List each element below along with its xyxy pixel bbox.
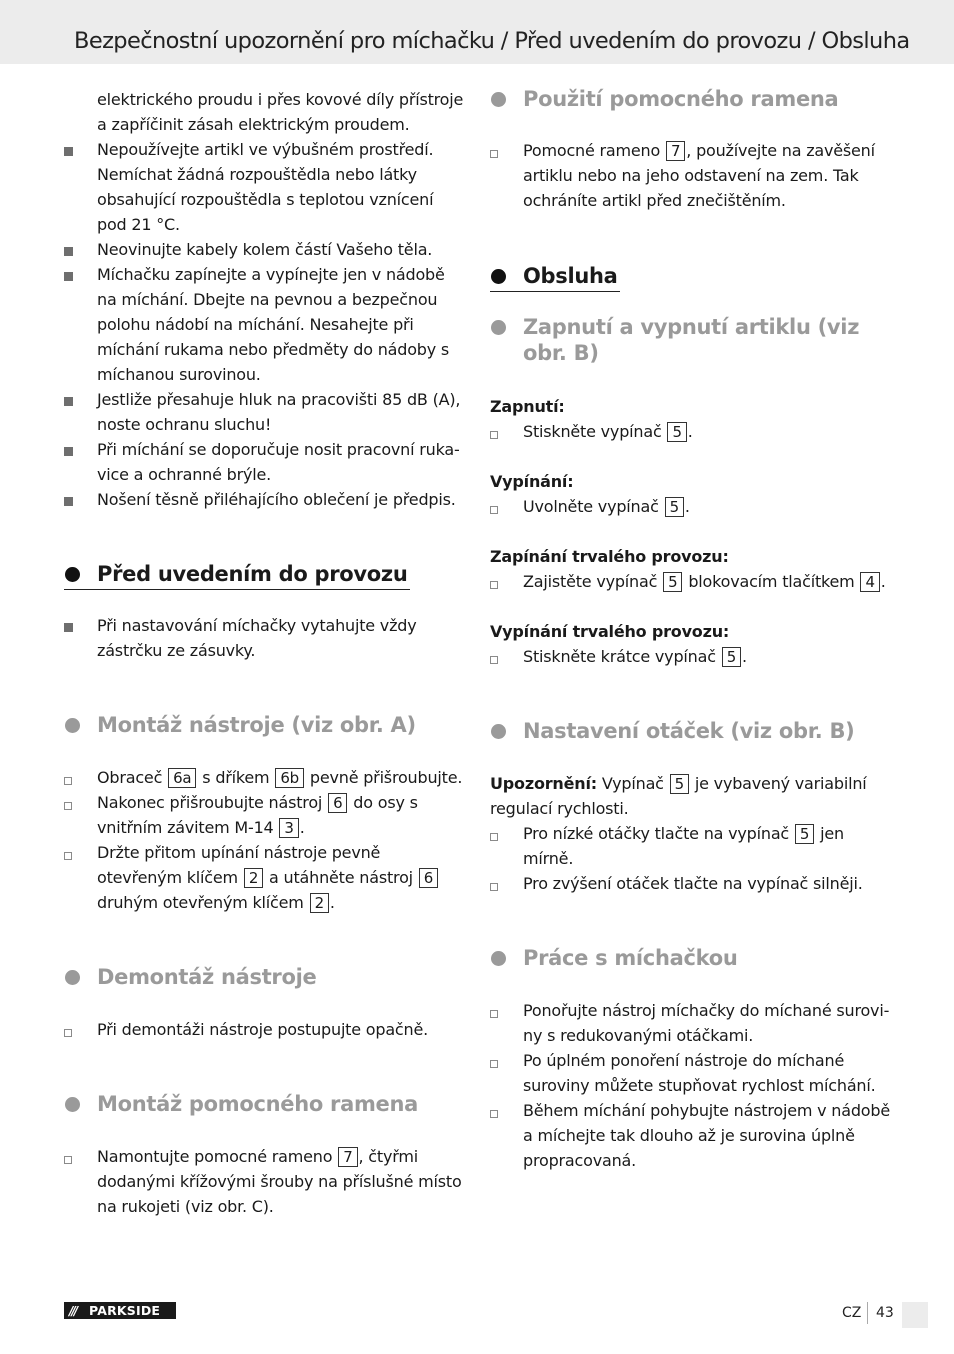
bullet-box-icon [490,150,498,158]
part-number-badge: 6a [168,768,196,788]
label-zapnuti: Zapnutí: [490,397,565,416]
part-number-badge: 3 [279,818,298,838]
logo-stripes-icon: /// [69,1304,77,1318]
list-item: Nošení těsně přiléhajícího oblečení je předpis. [64,487,464,512]
bullet-dot-icon [491,951,506,966]
list-item: Po úplném ponoření nástroje do míchané suroviny můžete stupňovat rychlost míchání. [490,1048,890,1098]
list-item: Pomocné rameno 7 , používejte na zavěšení artiklu nebo na jeho odstavení na zem. Tak ochráníte artikl před znečištěním. [490,138,890,213]
bullet-box-icon [64,802,72,810]
list-item: Nakonec přišroubujte nástroj 6 do osy s vnitřním závitem M-14 3 . [64,790,464,840]
part-number-badge: 5 [663,572,682,592]
part-number-badge: 6 [328,793,347,813]
section-heading-zapnuti: Zapnutí a vypnutí artiklu (viz obr. B) [490,314,890,366]
list-item: Nepoužívejte artikl ve výbušném prostředí. Nemíchat žádná rozpouštědla nebo látky obsahující rozpouštědla s teplotou vznícení pod 21 °C. [64,137,464,237]
part-number-badge: 5 [670,774,689,794]
list-item: Při demontáži nástroje postupujte opačně. [64,1017,464,1042]
list-item: Uvolněte vypínač 5 . [490,494,890,519]
part-number-badge: 5 [722,647,741,667]
bullet-box-icon [64,1029,72,1037]
section-heading-montaz-ramena: Montáž pomocného ramena [64,1091,464,1117]
part-number-badge: 6 [419,868,438,888]
bullet-dot-icon [491,269,506,284]
bullet-dot-icon [491,92,506,107]
bullet-box-icon [490,506,498,514]
section-heading-otacky: Nastavení otáček (viz obr. B) [490,718,890,744]
list-item: Stiskněte krátce vypínač 5 . [490,644,890,669]
part-number-badge: 5 [667,422,686,442]
list-item: Neovinujte kabely kolem částí Vašeho těla. [64,237,464,262]
section-heading-pouziti: Použití pomocného ramena [490,86,890,112]
section-heading-obsluha: Obsluha [490,262,620,292]
list-item: Během míchání pohybujte nástrojem v nádobě a míchejte tak dlouho až je surovina úplně propracovaná. [490,1098,890,1173]
list-item: Ponořujte nástroj míchačky do míchané surovi-ny s redukovanými otáčkami. [490,998,890,1048]
bullet-box-icon [490,656,498,664]
page-header [0,0,954,64]
bullet-square-icon [64,447,73,456]
bullet-square-icon [64,247,73,256]
section-heading-pred: Před uvedením do provozu [64,560,410,590]
bullet-box-icon [64,777,72,785]
list-item: Namontujte pomocné rameno 7 , čtyřmi dodanými křížovými šrouby na příslušné místo na rukojeti (viz obr. C). [64,1144,464,1219]
list-item: Míchačku zapínejte a vypínejte jen v nádobě na míchání. Dbejte na pevnou a bezpečnou polohu nádobí na míchání. Nesahejte při míchání rukama nebo předměty do nádoby s míchanou surovinou. [64,262,464,387]
footer-divider [867,1302,868,1324]
section-heading-prace: Práce s míchačkou [490,945,890,971]
right-column [490,84,890,1173]
bullet-box-icon [490,431,498,439]
language-code: CZ [842,1305,862,1321]
page-tab-marker [902,1302,928,1328]
part-number-badge: 6b [275,768,304,788]
page-number: 43 [876,1305,894,1321]
bullet-square-icon [64,272,73,281]
label-zapinani-trvaleho: Zapínání trvalého provozu: [490,547,729,566]
part-number-badge: 7 [666,141,685,161]
bullet-box-icon [64,1156,72,1164]
bullet-box-icon [490,1010,498,1018]
note-paragraph: Upozornění: Vypínač 5 je vybavený variabilní regulací rychlosti. [490,774,867,818]
bullet-dot-icon [65,718,80,733]
bullet-box-icon [64,852,72,860]
bullet-box-icon [490,1110,498,1118]
label-vypinani-trvaleho: Vypínání trvalého provozu: [490,622,730,641]
list-item: Při nastavování míchačky vytahujte vždy zástrčku ze zásuvky. [64,613,464,663]
part-number-badge: 4 [860,572,879,592]
brand-name: PARKSIDE [89,1303,161,1318]
bullet-square-icon [64,623,73,632]
list-item: Obraceč 6a s dříkem 6b pevně přišroubujte. [64,765,464,790]
part-number-badge: 5 [795,824,814,844]
bullet-box-icon [490,883,498,891]
left-column [64,84,464,1219]
list-item: Při míchání se doporučuje nosit pracovní ruka-vice a ochranné brýle. [64,437,464,487]
bullet-dot-icon [65,970,80,985]
note-label: Upozornění: [490,774,597,793]
part-number-badge: 2 [310,893,329,913]
bullet-box-icon [490,1060,498,1068]
page-title: Bezpečnostní upozornění pro míchačku / Před uvedením do provozu / Obsluha [74,28,910,54]
bullet-box-icon [490,581,498,589]
brand-logo [64,1302,176,1319]
list-item: Stiskněte vypínač 5 . [490,419,890,444]
section-heading-montaz: Montáž nástroje (viz obr. A) [64,712,464,738]
bullet-dot-icon [491,724,506,739]
bullet-dot-icon [65,567,80,582]
bullet-square-icon [64,397,73,406]
part-number-badge: 7 [338,1147,357,1167]
bullet-square-icon [64,147,73,156]
list-item: Zajistěte vypínač 5 blokovacím tlačítkem 4 . [490,569,890,594]
safety-continuation: elektrického proudu i přes kovové díly přístroje a zapříčinit zásah elektrickým proudem. [97,90,464,134]
part-number-badge: 5 [665,497,684,517]
bullet-box-icon [490,833,498,841]
section-heading-demontaz: Demontáž nástroje [64,964,464,990]
part-number-badge: 2 [244,868,263,888]
list-item: Držte přitom upínání nástroje pevně otevřeným klíčem 2 a utáhněte nástroj 6 druhým otevřeným klíčem 2 . [64,840,464,915]
bullet-dot-icon [491,320,506,335]
list-item: Pro zvýšení otáček tlačte na vypínač silněji. [490,871,890,896]
list-item: Jestliže přesahuje hluk na pracovišti 85 dB (A), noste ochranu sluchu! [64,387,464,437]
bullet-square-icon [64,497,73,506]
bullet-dot-icon [65,1097,80,1112]
label-vypinani: Vypínání: [490,472,574,491]
list-item: Pro nízké otáčky tlačte na vypínač 5 jen mírně. [490,821,890,871]
